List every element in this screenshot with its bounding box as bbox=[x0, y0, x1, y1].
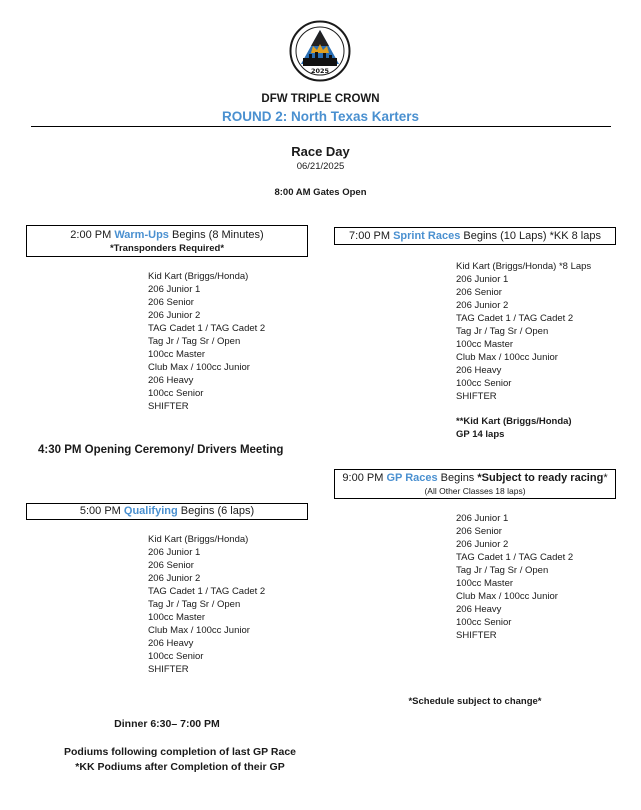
podiums-note: Podiums following completion of last GP Race bbox=[64, 746, 296, 758]
opening-ceremony: 4:30 PM Opening Ceremony/ Drivers Meeting bbox=[38, 444, 284, 456]
list-item: 206 Senior bbox=[148, 297, 194, 308]
kid-kart-gp-note bbox=[456, 415, 572, 441]
gp-header bbox=[334, 469, 616, 499]
list-item: SHIFTER bbox=[148, 401, 189, 412]
list-item: TAG Cadet 1 / TAG Cadet 2 bbox=[456, 313, 574, 324]
list-item: 100cc Senior bbox=[148, 388, 204, 399]
qualifying-name: Qualifying bbox=[123, 505, 178, 517]
list-item: 206 Junior 2 bbox=[148, 573, 201, 584]
kid-kart-note-line2: GP 14 laps bbox=[456, 429, 505, 440]
warmups-time: 2:00 PM bbox=[70, 229, 112, 241]
list-item: 100cc Senior bbox=[456, 378, 512, 389]
list-item: Kid Kart (Briggs/Honda) bbox=[148, 534, 249, 545]
sprint-class-list bbox=[456, 260, 591, 403]
gp-subject-note: *Subject to ready racing bbox=[477, 472, 604, 484]
list-item: 206 Heavy bbox=[148, 638, 194, 649]
race-date: 06/21/2025 bbox=[296, 161, 345, 172]
qualifying-class-list bbox=[148, 533, 265, 676]
list-item: 206 Heavy bbox=[456, 604, 502, 615]
sprint-time: 7:00 PM bbox=[349, 230, 390, 242]
list-item: 100cc Senior bbox=[456, 617, 512, 628]
list-item: 206 Junior 1 bbox=[148, 284, 201, 295]
sprint-header bbox=[334, 227, 616, 245]
warmups-transponder-note: *Transponders Required* bbox=[109, 243, 225, 254]
schedule-change-note: *Schedule subject to change* bbox=[408, 696, 542, 707]
list-item: 100cc Master bbox=[456, 578, 514, 589]
list-item: 206 Junior 1 bbox=[456, 274, 509, 285]
list-item: 206 Senior bbox=[148, 560, 194, 571]
kid-kart-note-line1: **Kid Kart (Briggs/Honda) bbox=[456, 416, 572, 427]
sprint-name: Sprint Races bbox=[393, 230, 461, 242]
gates-open: 8:00 AM Gates Open bbox=[274, 187, 367, 198]
list-item: 206 Junior 2 bbox=[148, 310, 201, 321]
list-item: 206 Junior 1 bbox=[148, 547, 201, 558]
list-item: 100cc Senior bbox=[148, 651, 204, 662]
warmups-class-list bbox=[148, 270, 265, 413]
list-item: 206 Junior 2 bbox=[456, 539, 509, 550]
header-divider bbox=[31, 126, 611, 127]
sprint-detail: Begins (10 Laps) *KK 8 laps bbox=[463, 230, 601, 242]
list-item: 206 Heavy bbox=[456, 365, 502, 376]
gp-laps-note: (All Other Classes 18 laps) bbox=[424, 486, 526, 496]
dinner-time: Dinner 6:30– 7:00 PM bbox=[114, 718, 220, 730]
organization-name: DFW TRIPLE CROWN bbox=[261, 93, 380, 105]
list-item: 100cc Master bbox=[456, 339, 514, 350]
list-item: Club Max / 100cc Junior bbox=[148, 625, 250, 636]
list-item: Tag Jr / Tag Sr / Open bbox=[148, 336, 241, 347]
list-item: Kid Kart (Briggs/Honda) bbox=[148, 271, 249, 282]
qualifying-detail: Begins (6 laps) bbox=[180, 505, 255, 517]
list-item: 206 Heavy bbox=[148, 375, 194, 386]
list-item: 206 Junior 1 bbox=[456, 513, 509, 524]
gp-detail: Begins bbox=[440, 472, 475, 484]
qualifying-time: 5:00 PM bbox=[79, 505, 121, 517]
gp-class-list bbox=[456, 512, 573, 642]
list-item: 206 Senior bbox=[456, 526, 502, 537]
list-item: SHIFTER bbox=[456, 391, 497, 402]
list-item: TAG Cadet 1 / TAG Cadet 2 bbox=[456, 552, 574, 563]
gp-name: GP Races bbox=[386, 472, 438, 484]
list-item: 206 Junior 2 bbox=[456, 300, 509, 311]
warmups-name: Warm-Ups bbox=[114, 229, 169, 241]
gp-star: * bbox=[603, 472, 608, 484]
list-item: SHIFTER bbox=[456, 630, 497, 641]
list-item: Tag Jr / Tag Sr / Open bbox=[456, 565, 549, 576]
qualifying-header bbox=[26, 503, 308, 520]
dfw-triple-crown-logo bbox=[289, 20, 351, 82]
list-item: Club Max / 100cc Junior bbox=[148, 362, 250, 373]
warmups-detail: Begins (8 Minutes) bbox=[171, 229, 264, 241]
list-item: 100cc Master bbox=[148, 612, 206, 623]
list-item: TAG Cadet 1 / TAG Cadet 2 bbox=[148, 323, 266, 334]
list-item: Tag Jr / Tag Sr / Open bbox=[456, 326, 549, 337]
list-item: SHIFTER bbox=[148, 664, 189, 675]
list-item: Kid Kart (Briggs/Honda) *8 Laps bbox=[456, 261, 592, 272]
gp-time: 9:00 PM bbox=[342, 472, 384, 484]
list-item: 100cc Master bbox=[148, 349, 206, 360]
page-title: Race Day bbox=[291, 144, 350, 159]
list-item: Club Max / 100cc Junior bbox=[456, 352, 558, 363]
list-item: Club Max / 100cc Junior bbox=[456, 591, 558, 602]
svg-text:2025: 2025 bbox=[310, 67, 330, 75]
list-item: 206 Senior bbox=[456, 287, 502, 298]
round-title: ROUND 2: North Texas Karters bbox=[221, 109, 420, 124]
list-item: Tag Jr / Tag Sr / Open bbox=[148, 599, 241, 610]
list-item: TAG Cadet 1 / TAG Cadet 2 bbox=[148, 586, 266, 597]
kk-podiums-note: *KK Podiums after Completion of their GP bbox=[75, 761, 285, 773]
warmups-header bbox=[26, 225, 308, 257]
